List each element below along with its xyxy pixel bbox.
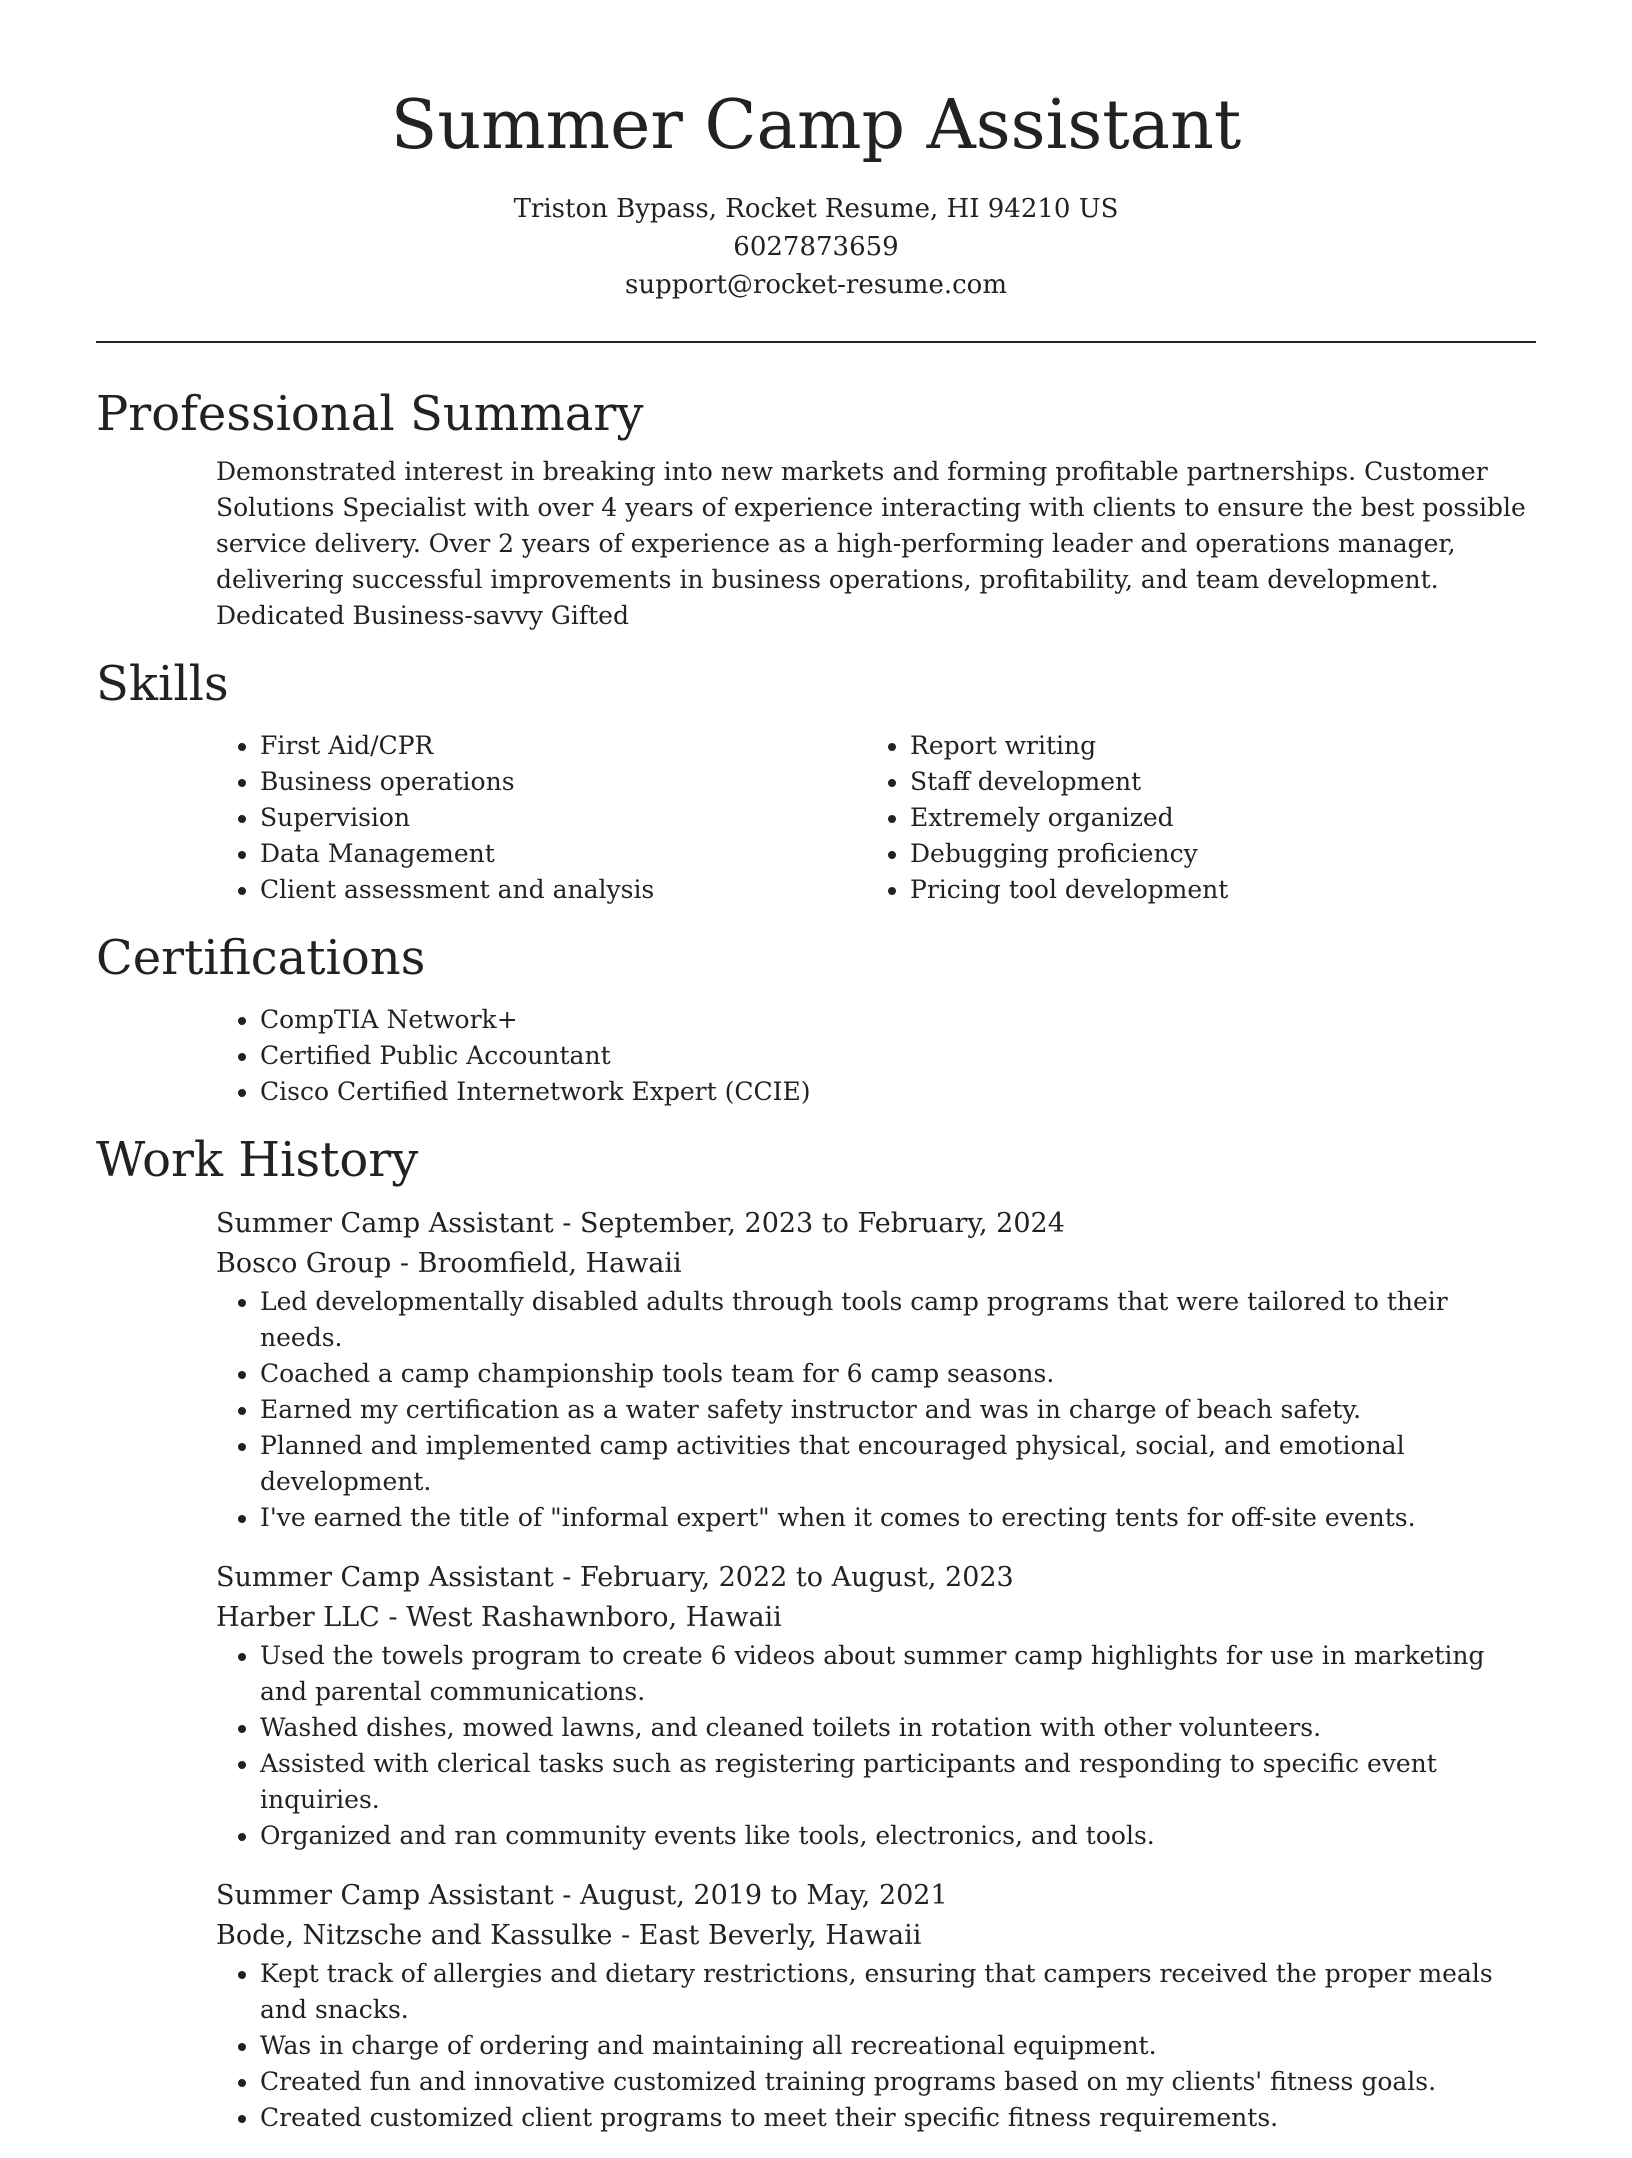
certifications-bullets [216,1002,1536,1110]
job-bullet: • Coached a camp championship tools team for 6 camp seasons. [260,1356,1536,1392]
skills-list-left [216,728,866,908]
job-bullet: • Used the towels program to create 6 videos about summer camp highlights for use in marketing and parental communications. [260,1638,1536,1710]
job-company: Bosco Group [216,1248,392,1279]
resume-body [96,378,1536,2158]
certifications-heading: Certifications [96,930,426,986]
job-bullets [216,1956,1536,2136]
skill-item: • Business operations [260,764,866,800]
job-bullet: • Kept track of allergies and dietary restrictions, ensuring that campers received the proper meals and snacks. [260,1956,1536,2028]
skills-section [96,648,1536,908]
job-title: Summer Camp Assistant [216,1880,554,1911]
job-bullets [216,1284,1536,1536]
job-bullet: • I've earned the title of "informal expert" when it comes to erecting tents for off-site events. [260,1500,1536,1536]
skills-list-right [866,728,1516,908]
certifications-list [216,1002,1536,1110]
skill-item: • Debugging proficiency [910,836,1516,872]
skill-item: • Report writing [910,728,1516,764]
job-dates: - September, 2023 to February, 2024 [553,1208,1065,1239]
certifications-section [96,922,1536,1110]
job-title: Summer Camp Assistant [216,1208,554,1239]
certification-item: • Certified Public Accountant [260,1038,1536,1074]
skills-grid [216,728,1536,908]
certification-item: • CompTIA Network+ [260,1002,1536,1038]
summary-heading: Professional Summary [96,386,644,442]
job-bullet: • Planned and implemented camp activities that encouraged physical, social, and emotional development. [260,1428,1536,1500]
job-bullet: • Washed dishes, mowed lawns, and cleaned toilets in rotation with other volunteers. [260,1710,1536,1746]
job-bullets [216,1638,1536,1854]
job-dates: - February, 2022 to August, 2023 [553,1562,1014,1593]
skills-column-right [866,728,1516,908]
job-title-line [216,1876,1536,1916]
job-title-line [216,1204,1536,1244]
job-company: Bode, Nitzsche and Kassulke [216,1920,613,1951]
job-company-line [216,1598,1536,1638]
job-company-line [216,1244,1536,1284]
candidate-name: Summer Camp Assistant [390,86,1242,165]
job-bullet: • Led developmentally disabled adults through tools camp programs that were tailored to their needs. [260,1284,1536,1356]
job-title: Summer Camp Assistant [216,1562,554,1593]
skill-item: • Client assessment and analysis [260,872,866,908]
summary-text: Demonstrated interest in breaking into new markets and forming profitable partnerships. Customer Solutions Specialist with over 4 years of experience interacting with clients to ensure the best possible service delivery. Over 2 years of experience as a high-performing leader and operations manager, delivering successful improvements in business operations, profitability, and team development. Dedicated Business-savvy Gifted [216,457,1526,630]
job-company: Harber LLC [216,1602,380,1633]
contact-email: support@rocket-resume.com [624,270,1007,300]
job-location: - West Rashawnboro, Hawaii [379,1602,782,1633]
certification-item: • Cisco Certified Internetwork Expert (CCIE) [260,1074,1536,1110]
skill-item: • Extremely organized [910,800,1516,836]
job-bullet: • Organized and ran community events like tools, electronics, and tools. [260,1818,1536,1854]
job-entry [216,1204,1536,1536]
skill-item: • Staff development [910,764,1516,800]
skill-item: • Data Management [260,836,866,872]
summary-section [96,378,1536,634]
skills-heading: Skills [96,656,229,712]
job-bullet: • Assisted with clerical tasks such as registering participants and responding to specific event inquiries. [260,1746,1536,1818]
skill-item: • First Aid/CPR [260,728,866,764]
job-entry [216,1876,1536,2136]
skill-item: • Supervision [260,800,866,836]
skills-column-left [216,728,866,908]
header-divider [96,341,1536,343]
job-bullet: • Created customized client programs to meet their specific fitness requirements. [260,2100,1536,2136]
job-bullet: • Was in charge of ordering and maintaining all recreational equipment. [260,2028,1536,2064]
resume-header [96,84,1536,304]
job-dates: - August, 2019 to May, 2021 [553,1880,948,1911]
contact-phone: 6027873659 [733,232,899,262]
contact-address: Triston Bypass, Rocket Resume, HI 94210 US [513,194,1119,224]
job-bullet: • Created fun and innovative customized training programs based on my clients' fitness goals. [260,2064,1536,2100]
skill-item: • Pricing tool development [910,872,1516,908]
job-location: - East Beverly, Hawaii [612,1920,922,1951]
job-title-line [216,1558,1536,1598]
job-location: - Broomfield, Hawaii [391,1248,682,1279]
work-history-section [96,1124,1536,2136]
contact-info [96,190,1536,304]
job-bullet: • Earned my certification as a water safety instructor and was in charge of beach safety. [260,1392,1536,1428]
job-entry [216,1558,1536,1854]
job-company-line [216,1916,1536,1956]
work-history-heading: Work History [96,1132,419,1188]
